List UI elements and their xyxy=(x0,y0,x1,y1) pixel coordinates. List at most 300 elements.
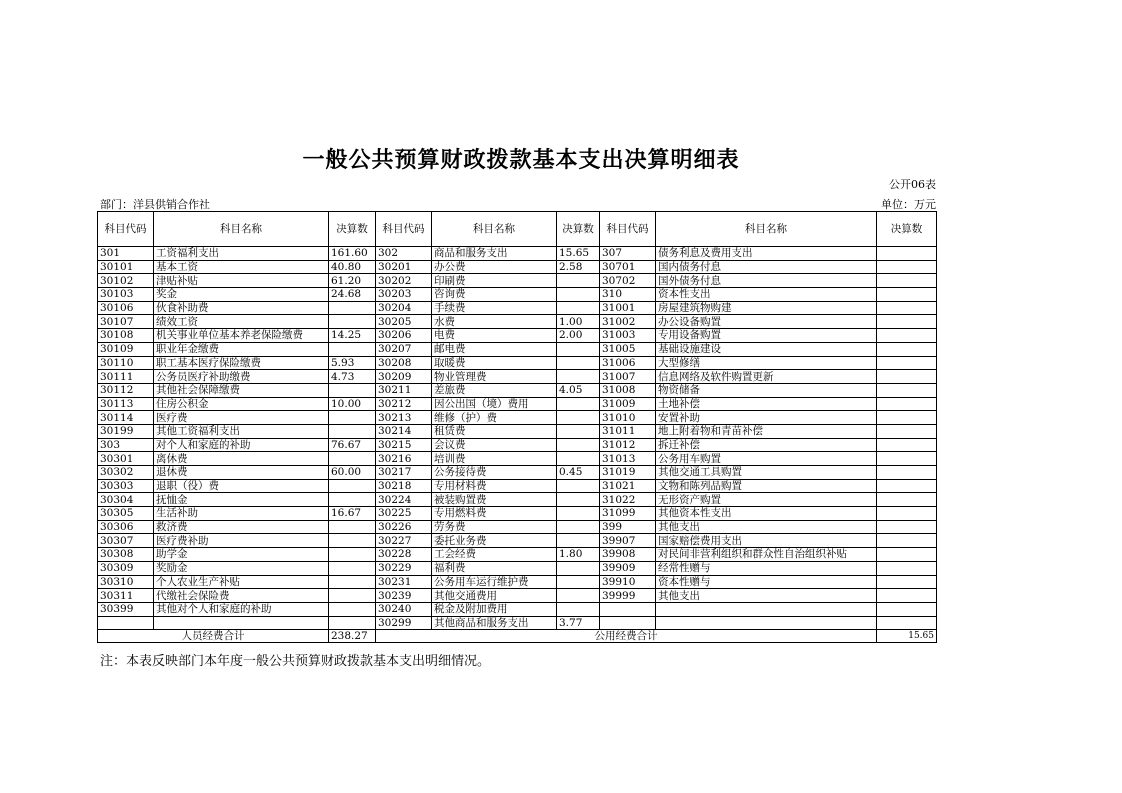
amount-cell xyxy=(557,520,600,534)
table-row xyxy=(98,602,937,616)
amount-cell: 4.73 xyxy=(329,370,376,384)
amount-cell xyxy=(329,589,376,603)
table-row xyxy=(98,575,937,589)
table-row xyxy=(98,589,937,603)
name-cell: 其他交通工具购置 xyxy=(656,466,877,480)
code-cell: 31099 xyxy=(600,507,656,521)
code-cell: 30102 xyxy=(98,274,154,288)
table-row xyxy=(98,315,937,329)
code-cell: 30399 xyxy=(98,602,154,616)
code-cell: 301 xyxy=(98,247,154,261)
amount-cell xyxy=(877,602,937,616)
code-cell: 303 xyxy=(98,438,154,452)
code-cell: 30214 xyxy=(376,424,432,438)
code-cell: 30106 xyxy=(98,301,154,315)
table-row xyxy=(98,247,937,261)
table-body xyxy=(98,247,937,630)
code-cell: 30702 xyxy=(600,274,656,288)
name-cell: 福利费 xyxy=(432,561,557,575)
name-cell: 职工基本医疗保险缴费 xyxy=(154,356,329,370)
name-cell: 奖金 xyxy=(154,288,329,302)
amount-cell xyxy=(329,301,376,315)
name-cell: 专用材料费 xyxy=(432,479,557,493)
name-cell: 离休费 xyxy=(154,452,329,466)
code-cell: 30209 xyxy=(376,370,432,384)
name-cell: 房屋建筑物购建 xyxy=(656,301,877,315)
code-cell: 30207 xyxy=(376,342,432,356)
header-name: 科目名称 xyxy=(656,212,877,247)
name-cell: 土地补偿 xyxy=(656,397,877,411)
amount-cell xyxy=(557,411,600,425)
amount-cell xyxy=(557,356,600,370)
amount-cell xyxy=(877,616,937,630)
name-cell: 手续费 xyxy=(432,301,557,315)
code-cell: 31013 xyxy=(600,452,656,466)
amount-cell xyxy=(557,438,600,452)
table-row xyxy=(98,466,937,480)
code-cell: 31002 xyxy=(600,315,656,329)
personnel-total-value: 238.27 xyxy=(329,630,376,643)
code-cell: 30204 xyxy=(376,301,432,315)
amount-cell: 61.20 xyxy=(329,274,376,288)
name-cell: 拆迁补偿 xyxy=(656,438,877,452)
expenditure-table xyxy=(97,211,937,643)
name-cell: 邮电费 xyxy=(432,342,557,356)
name-cell: 工资福利支出 xyxy=(154,247,329,261)
code-cell: 31006 xyxy=(600,356,656,370)
amount-cell xyxy=(557,602,600,616)
code-cell: 30114 xyxy=(98,411,154,425)
amount-cell xyxy=(877,260,937,274)
name-cell: 救济费 xyxy=(154,520,329,534)
amount-cell xyxy=(557,575,600,589)
name-cell: 办公设备购置 xyxy=(656,315,877,329)
amount-cell xyxy=(329,315,376,329)
code-cell: 30199 xyxy=(98,424,154,438)
code-cell: 30306 xyxy=(98,520,154,534)
department-label: 部门：洋县供销合作社 xyxy=(100,198,210,211)
code-cell: 31001 xyxy=(600,301,656,315)
amount-cell: 1.80 xyxy=(557,548,600,562)
amount-cell xyxy=(557,397,600,411)
name-cell: 咨询费 xyxy=(432,288,557,302)
name-cell: 债务利息及费用支出 xyxy=(656,247,877,261)
amount-cell: 60.00 xyxy=(329,466,376,480)
name-cell: 退休费 xyxy=(154,466,329,480)
amount-cell xyxy=(877,370,937,384)
code-cell: 30302 xyxy=(98,466,154,480)
name-cell: 物资储备 xyxy=(656,383,877,397)
code-cell: 39999 xyxy=(600,589,656,603)
code-cell: 30109 xyxy=(98,342,154,356)
header-amount: 决算数 xyxy=(329,212,376,247)
code-cell: 30310 xyxy=(98,575,154,589)
name-cell: 专用燃料费 xyxy=(432,507,557,521)
code-cell: 30112 xyxy=(98,383,154,397)
personnel-total-label: 人员经费合计 xyxy=(98,630,329,643)
code-cell: 31021 xyxy=(600,479,656,493)
amount-cell xyxy=(329,575,376,589)
amount-cell: 5.93 xyxy=(329,356,376,370)
amount-cell xyxy=(329,493,376,507)
name-cell: 被装购置费 xyxy=(432,493,557,507)
code-cell: 30304 xyxy=(98,493,154,507)
name-cell: 国家赔偿费用支出 xyxy=(656,534,877,548)
name-cell: 公务用车购置 xyxy=(656,452,877,466)
amount-cell: 0.45 xyxy=(557,466,600,480)
name-cell: 生活补助 xyxy=(154,507,329,521)
name-cell: 会议费 xyxy=(432,438,557,452)
amount-cell xyxy=(557,479,600,493)
name-cell: 取暖费 xyxy=(432,356,557,370)
name-cell: 其他对个人和家庭的补助 xyxy=(154,602,329,616)
unit-label: 单位：万元 xyxy=(881,198,936,211)
amount-cell: 15.65 xyxy=(557,247,600,261)
amount-cell xyxy=(329,411,376,425)
name-cell: 医疗费补助 xyxy=(154,534,329,548)
amount-cell xyxy=(877,507,937,521)
amount-cell xyxy=(877,548,937,562)
name-cell: 安置补助 xyxy=(656,411,877,425)
code-cell: 30215 xyxy=(376,438,432,452)
name-cell: 物业管理费 xyxy=(432,370,557,384)
code-cell: 30309 xyxy=(98,561,154,575)
amount-cell xyxy=(557,274,600,288)
code-cell: 31008 xyxy=(600,383,656,397)
amount-cell xyxy=(329,602,376,616)
amount-cell xyxy=(877,397,937,411)
table-row xyxy=(98,493,937,507)
name-cell: 因公出国（境）费用 xyxy=(432,397,557,411)
amount-cell xyxy=(557,370,600,384)
amount-cell xyxy=(557,589,600,603)
name-cell: 印刷费 xyxy=(432,274,557,288)
amount-cell xyxy=(329,548,376,562)
code-cell: 39907 xyxy=(600,534,656,548)
name-cell: 工会经费 xyxy=(432,548,557,562)
amount-cell xyxy=(877,288,937,302)
totals-row xyxy=(98,630,937,643)
table-row xyxy=(98,411,937,425)
amount-cell: 40.80 xyxy=(329,260,376,274)
amount-cell xyxy=(329,452,376,466)
code-cell: 30217 xyxy=(376,466,432,480)
code-cell: 31011 xyxy=(600,424,656,438)
amount-cell: 4.05 xyxy=(557,383,600,397)
code-cell: 30218 xyxy=(376,479,432,493)
amount-cell xyxy=(877,493,937,507)
code-cell: 30225 xyxy=(376,507,432,521)
name-cell: 奖励金 xyxy=(154,561,329,575)
code-cell: 30213 xyxy=(376,411,432,425)
amount-cell xyxy=(329,520,376,534)
table-row xyxy=(98,452,937,466)
name-cell: 其他支出 xyxy=(656,520,877,534)
code-cell: 30108 xyxy=(98,329,154,343)
amount-cell xyxy=(877,534,937,548)
name-cell: 经常性赠与 xyxy=(656,561,877,575)
name-cell: 办公费 xyxy=(432,260,557,274)
public-total-value: 15.65 xyxy=(877,630,937,643)
name-cell: 助学金 xyxy=(154,548,329,562)
amount-cell xyxy=(877,424,937,438)
name-cell: 差旅费 xyxy=(432,383,557,397)
name-cell: 文物和陈列品购置 xyxy=(656,479,877,493)
code-cell: 30202 xyxy=(376,274,432,288)
code-cell xyxy=(98,616,154,630)
code-cell: 30107 xyxy=(98,315,154,329)
table-row xyxy=(98,424,937,438)
code-cell: 30307 xyxy=(98,534,154,548)
code-cell: 30701 xyxy=(600,260,656,274)
code-cell: 31009 xyxy=(600,397,656,411)
table-header-row xyxy=(98,212,937,247)
code-cell: 31003 xyxy=(600,329,656,343)
code-cell: 31010 xyxy=(600,411,656,425)
code-cell: 30111 xyxy=(98,370,154,384)
name-cell: 个人农业生产补贴 xyxy=(154,575,329,589)
amount-cell: 3.77 xyxy=(557,616,600,630)
amount-cell xyxy=(877,438,937,452)
code-cell: 30212 xyxy=(376,397,432,411)
name-cell: 电费 xyxy=(432,329,557,343)
name-cell: 其他资本性支出 xyxy=(656,507,877,521)
code-cell: 39910 xyxy=(600,575,656,589)
name-cell: 职业年金缴费 xyxy=(154,342,329,356)
table-row xyxy=(98,274,937,288)
header-code: 科目代码 xyxy=(376,212,432,247)
name-cell: 商品和服务支出 xyxy=(432,247,557,261)
amount-cell: 16.67 xyxy=(329,507,376,521)
code-cell: 31012 xyxy=(600,438,656,452)
name-cell: 租赁费 xyxy=(432,424,557,438)
amount-cell: 2.58 xyxy=(557,260,600,274)
code-cell: 30240 xyxy=(376,602,432,616)
name-cell: 公务员医疗补助缴费 xyxy=(154,370,329,384)
amount-cell xyxy=(557,507,600,521)
code-cell: 30226 xyxy=(376,520,432,534)
name-cell xyxy=(656,616,877,630)
amount-cell: 2.00 xyxy=(557,329,600,343)
code-cell: 30211 xyxy=(376,383,432,397)
amount-cell xyxy=(877,247,937,261)
amount-cell xyxy=(877,342,937,356)
name-cell: 无形资产购置 xyxy=(656,493,877,507)
table-row xyxy=(98,438,937,452)
amount-cell xyxy=(557,452,600,466)
amount-cell xyxy=(877,411,937,425)
amount-cell xyxy=(557,301,600,315)
amount-cell xyxy=(877,479,937,493)
amount-cell xyxy=(877,329,937,343)
name-cell: 水费 xyxy=(432,315,557,329)
amount-cell xyxy=(557,424,600,438)
name-cell xyxy=(656,602,877,616)
code-cell: 31007 xyxy=(600,370,656,384)
code-cell: 30216 xyxy=(376,452,432,466)
form-code: 公开06表 xyxy=(889,178,936,191)
name-cell: 专用设备购置 xyxy=(656,329,877,343)
name-cell: 住房公积金 xyxy=(154,397,329,411)
table-row xyxy=(98,260,937,274)
name-cell: 资本性赠与 xyxy=(656,575,877,589)
amount-cell xyxy=(557,561,600,575)
code-cell: 30303 xyxy=(98,479,154,493)
table-row xyxy=(98,301,937,315)
name-cell: 机关事业单位基本养老保险缴费 xyxy=(154,329,329,343)
code-cell: 30305 xyxy=(98,507,154,521)
table-row xyxy=(98,397,937,411)
table-row xyxy=(98,342,937,356)
code-cell: 30110 xyxy=(98,356,154,370)
header-amount: 决算数 xyxy=(557,212,600,247)
amount-cell xyxy=(329,424,376,438)
amount-cell: 161.60 xyxy=(329,247,376,261)
code-cell xyxy=(600,616,656,630)
code-cell: 30311 xyxy=(98,589,154,603)
amount-cell xyxy=(877,589,937,603)
name-cell: 退职（役）费 xyxy=(154,479,329,493)
amount-cell xyxy=(877,561,937,575)
name-cell: 抚恤金 xyxy=(154,493,329,507)
amount-cell xyxy=(877,452,937,466)
public-total-label: 公用经费合计 xyxy=(376,630,877,643)
header-code: 科目代码 xyxy=(98,212,154,247)
amount-cell xyxy=(557,342,600,356)
name-cell: 津贴补贴 xyxy=(154,274,329,288)
amount-cell xyxy=(877,315,937,329)
table-row xyxy=(98,383,937,397)
amount-cell xyxy=(877,383,937,397)
name-cell: 其他商品和服务支出 xyxy=(432,616,557,630)
amount-cell xyxy=(877,274,937,288)
code-cell: 30224 xyxy=(376,493,432,507)
code-cell: 39908 xyxy=(600,548,656,562)
code-cell: 30205 xyxy=(376,315,432,329)
amount-cell xyxy=(329,342,376,356)
amount-cell xyxy=(557,534,600,548)
code-cell: 31005 xyxy=(600,342,656,356)
amount-cell: 1.00 xyxy=(557,315,600,329)
table-row xyxy=(98,561,937,575)
name-cell: 税金及附加费用 xyxy=(432,602,557,616)
code-cell xyxy=(600,602,656,616)
table-row xyxy=(98,507,937,521)
name-cell: 培训费 xyxy=(432,452,557,466)
name-cell: 国内债务付息 xyxy=(656,260,877,274)
code-cell: 30228 xyxy=(376,548,432,562)
amount-cell xyxy=(329,534,376,548)
name-cell: 大型修缮 xyxy=(656,356,877,370)
name-cell: 公务用车运行维护费 xyxy=(432,575,557,589)
name-cell: 公务接待费 xyxy=(432,466,557,480)
code-cell: 30308 xyxy=(98,548,154,562)
table-row xyxy=(98,616,937,630)
code-cell: 30201 xyxy=(376,260,432,274)
amount-cell xyxy=(877,466,937,480)
table-row xyxy=(98,356,937,370)
table-row xyxy=(98,479,937,493)
name-cell: 对个人和家庭的补助 xyxy=(154,438,329,452)
name-cell: 信息网络及软件购置更新 xyxy=(656,370,877,384)
name-cell: 代缴社会保险费 xyxy=(154,589,329,603)
amount-cell xyxy=(877,575,937,589)
code-cell: 39909 xyxy=(600,561,656,575)
amount-cell: 14.25 xyxy=(329,329,376,343)
amount-cell xyxy=(329,479,376,493)
code-cell: 30103 xyxy=(98,288,154,302)
header-amount: 决算数 xyxy=(877,212,937,247)
header-name: 科目名称 xyxy=(432,212,557,247)
code-cell: 30239 xyxy=(376,589,432,603)
name-cell: 医疗费 xyxy=(154,411,329,425)
code-cell: 307 xyxy=(600,247,656,261)
code-cell: 30229 xyxy=(376,561,432,575)
code-cell: 399 xyxy=(600,520,656,534)
code-cell: 30227 xyxy=(376,534,432,548)
code-cell: 30231 xyxy=(376,575,432,589)
code-cell: 31019 xyxy=(600,466,656,480)
table-row xyxy=(98,370,937,384)
name-cell: 其他社会保障缴费 xyxy=(154,383,329,397)
amount-cell: 76.67 xyxy=(329,438,376,452)
name-cell: 伙食补助费 xyxy=(154,301,329,315)
code-cell: 30101 xyxy=(98,260,154,274)
name-cell: 其他交通费用 xyxy=(432,589,557,603)
amount-cell xyxy=(877,301,937,315)
name-cell: 对民间非营利组织和群众性自治组织补贴 xyxy=(656,548,877,562)
table-row xyxy=(98,329,937,343)
amount-cell xyxy=(329,561,376,575)
name-cell: 基本工资 xyxy=(154,260,329,274)
code-cell: 30113 xyxy=(98,397,154,411)
code-cell: 31022 xyxy=(600,493,656,507)
table-row xyxy=(98,534,937,548)
amount-cell: 10.00 xyxy=(329,397,376,411)
table-row xyxy=(98,288,937,302)
page-title: 一般公共预算财政拨款基本支出决算明细表 xyxy=(302,148,740,173)
name-cell: 委托业务费 xyxy=(432,534,557,548)
code-cell: 30208 xyxy=(376,356,432,370)
amount-cell xyxy=(329,383,376,397)
name-cell: 地上附着物和青苗补偿 xyxy=(656,424,877,438)
code-cell: 30203 xyxy=(376,288,432,302)
code-cell: 310 xyxy=(600,288,656,302)
name-cell: 劳务费 xyxy=(432,520,557,534)
header-name: 科目名称 xyxy=(154,212,329,247)
name-cell: 绩效工资 xyxy=(154,315,329,329)
code-cell: 30301 xyxy=(98,452,154,466)
name-cell: 基础设施建设 xyxy=(656,342,877,356)
table-note: 注：本表反映部门本年度一般公共预算财政拨款基本支出明细情况。 xyxy=(100,654,491,669)
amount-cell xyxy=(557,493,600,507)
code-cell: 302 xyxy=(376,247,432,261)
header-code: 科目代码 xyxy=(600,212,656,247)
name-cell: 维修（护）费 xyxy=(432,411,557,425)
amount-cell xyxy=(877,356,937,370)
amount-cell xyxy=(877,520,937,534)
code-cell: 30299 xyxy=(376,616,432,630)
table-row xyxy=(98,520,937,534)
amount-cell: 24.68 xyxy=(329,288,376,302)
code-cell: 30206 xyxy=(376,329,432,343)
name-cell: 其他工资福利支出 xyxy=(154,424,329,438)
name-cell: 其他支出 xyxy=(656,589,877,603)
name-cell xyxy=(154,616,329,630)
amount-cell xyxy=(557,288,600,302)
amount-cell xyxy=(329,616,376,630)
name-cell: 国外债务付息 xyxy=(656,274,877,288)
